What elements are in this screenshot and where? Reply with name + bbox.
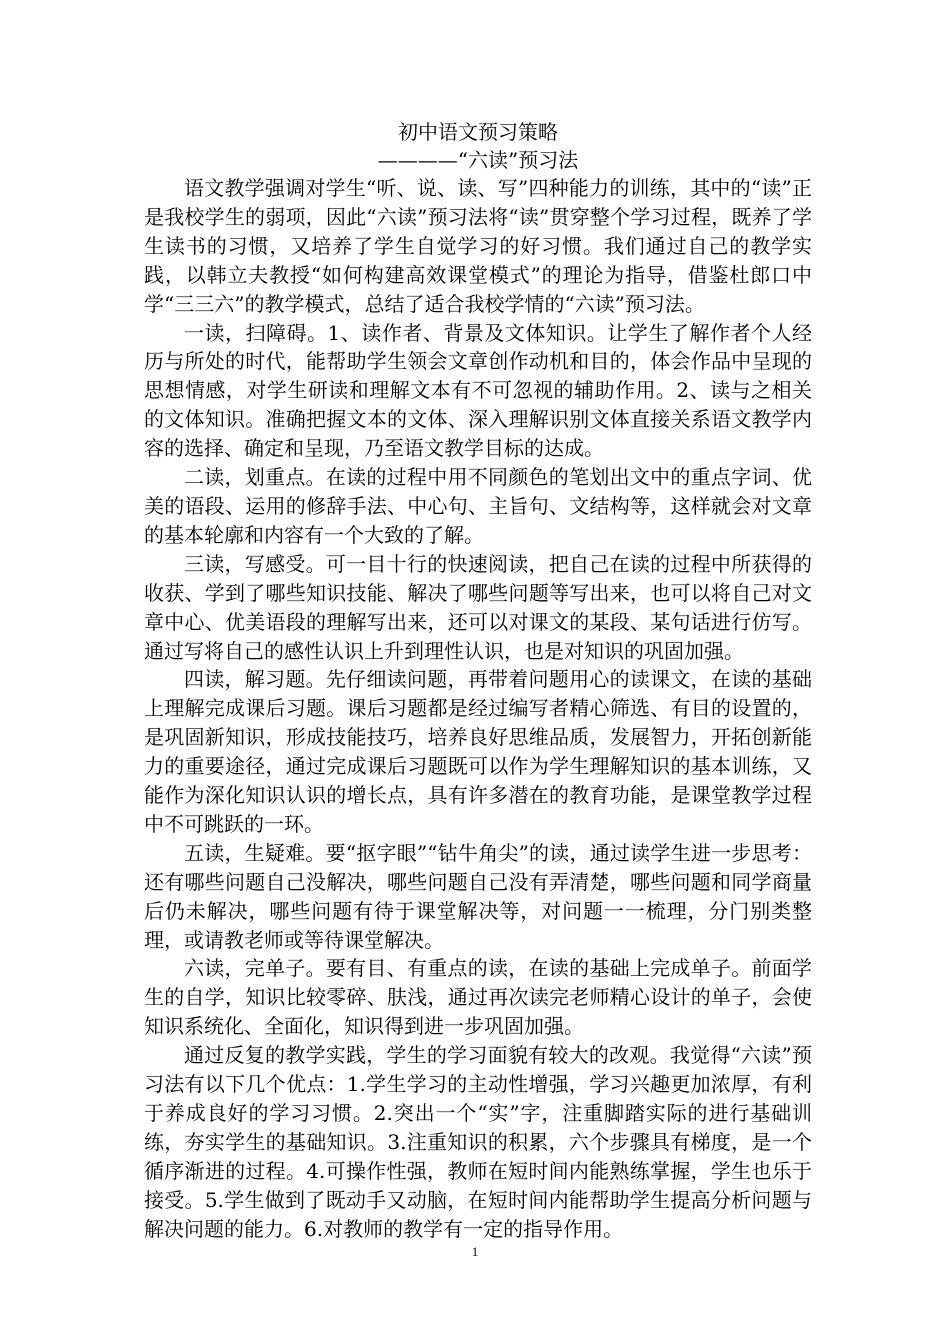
document-title: 初中语文预习策略 (398, 120, 558, 144)
paragraph-conclusion: 通过反复的教学实践，学生的学习面貌有较大的改观。我觉得“六读”预习法有以下几个优点：1.学生学习的主动性增强，学习兴趣更加浓厚，有利于养成良好的学习习惯。2.突出一个“实”字，注重脚踏实际的进行基础训练，夯实学生的基础知识。3.注重知识的积累，六个步骤具有梯度，是一个循序渐进的过程。4.可操作性强，教师在短时间内能熟练掌握，学生也乐于接受。5.学生做到了既动手又动脑，在短时间内能帮助学生提高分析问题与解决问题的能力。6.对教师的教学有一定的指导作用。 (144, 1043, 812, 1241)
paragraph-intro: 语文教学强调对学生“听、说、读、写”四种能力的训练，其中的“读”正是我校学生的弱项，因此“六读”预习法将“读”贯穿整个学习过程，既养了学生读书的习惯，又培养了学生自觉学习的好习惯。我们通过自己的教学实践，以韩立夫教授“如何构建高效课堂模式”的理论为指导，借鉴杜郎口中学“三三六”的教学模式，总结了适合我校学情的“六读”预习法。 (144, 176, 812, 316)
document-subtitle: ————“六读”预习法 (377, 148, 579, 172)
paragraph-step-2: 二读，划重点。在读的过程中用不同颜色的笔划出文中的重点字词、优美的语段、运用的修辞手法、中心句、主旨句、文结构等，这样就会对文章的基本轮廓和内容有一个大致的了解。 (144, 465, 812, 547)
paragraph-step-4: 四读，解习题。先仔细读问题，再带着问题用心的读课文，在读的基础上理解完成课后习题。课后习题都是经过编写者精心筛选、有目的设置的，是巩固新知识，形成技能技巧，培养良好思维品质，发展智力，开拓创新能力的重要途径，通过完成课后习题既可以作为学生理解知识的基本训练，又能作为深化知识认识的增长点，具有许多潜在的教育功能，是课堂教学过程中不可跳跃的一环。 (144, 667, 812, 836)
document-body (144, 118, 812, 1244)
paragraph-step-1: 一读，扫障碍。1、读作者、背景及文体知识。让学生了解作者个人经历与所处的时代，能帮助学生领会文章创作动机和目的，体会作品中呈现的思想情感，对学生研读和理解文本有不可忽视的辅助作用。2、读与之相关的文体知识。准确把握文本的文体、深入理解识别文体直接关系语文教学内容的选择、确定和呈现，乃至语文教学目标的达成。 (144, 320, 812, 461)
paragraph-step-6: 六读，完单子。要有目、有重点的读，在读的基础上完成单子。前面学生的自学，知识比较零碎、肤浅，通过再次读完老师精心设计的单子，会使知识系统化、全面化，知识得到进一步巩固加强。 (144, 956, 812, 1039)
page-number: 1 (471, 1244, 479, 1259)
paragraph-step-5: 五读，生疑难。要“抠字眼”“钻牛角尖”的读，通过读学生进一步思考：还有哪些问题自己没解决，哪些问题自己没有弄清楚，哪些问题和同学商量后仍未解决，哪些问题有待于课堂解决等，对问题一一梳理，分门别类整理，或请教老师或等待课堂解决。 (144, 840, 812, 952)
paragraph-step-3: 三读，写感受。可一目十行的快速阅读，把自己在读的过程中所获得的收获、学到了哪些知识技能、解决了哪些问题等写出来，也可以将自己对文章中心、优美语段的理解写出来，还可以对课文的某段、某句话进行仿写。通过写将自己的感性认识上升到理性认识，也是对知识的巩固加强。 (144, 551, 812, 663)
